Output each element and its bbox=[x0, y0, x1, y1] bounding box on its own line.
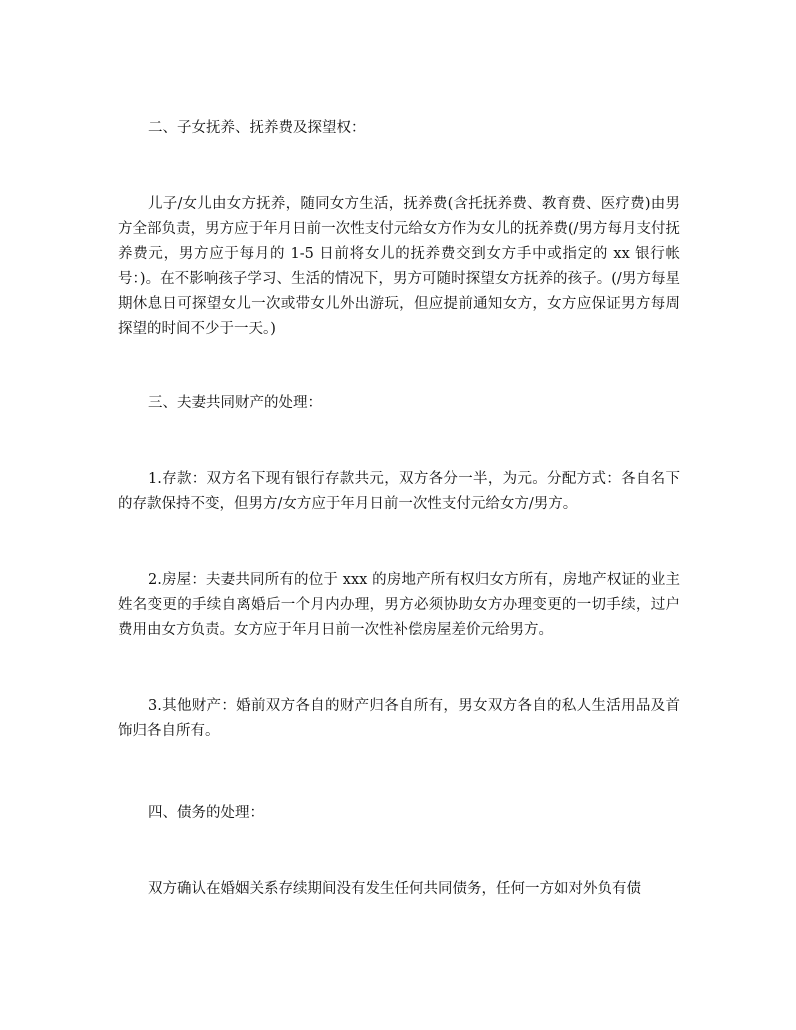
paragraph-other-property: 3.其他财产：婚前双方各自的财产归各自所有，男女双方各自的私人生活用品及首饰归各自所有。 bbox=[118, 698, 680, 739]
paragraph-savings: 1.存款：双方名下现有银行存款共元，双方各分一半，为元。分配方式：各自名下的存款保持不变，但男方/女方应于年月日前一次性支付元给女方/男方。 bbox=[118, 471, 680, 512]
section-heading-debts: 四、债务的处理： bbox=[148, 805, 264, 821]
section-heading-custody: 二、子女抚养、抚养费及探望权： bbox=[148, 120, 366, 136]
paragraph-house: 2.房屋：夫妻共同所有的位于 xxx 的房地产所有权归女方所有，房地产权证的业主姓名变更的手续自离婚后一个月内办理，男方必须协助女方办理变更的一切手续，过户费用由女方负责。女方应于年月日前一次性补偿房屋差价元给男方。 bbox=[118, 572, 680, 638]
paragraph-custody: 儿子/女儿由女方抚养，随同女方生活，抚养费(含托抚养费、教育费、医疗费)由男方全部负责，男方应于年月日前一次性支付元给女方作为女儿的抚养费(/男方每月支付抚养费元，男方应于每月的 1-5 日前将女儿的抚养费交到女方手中或指定的 xx 银行帐号：)。在不影响孩子学习、生活的情况下，男方可随时探望女方抚养的孩子。(/男方每星期休息日可探望女儿一次或带女儿外出游玩，但应提前通知女方，女方应保证男方每周探望的时间不少于一天。) bbox=[118, 196, 680, 337]
section-heading-property: 三、夫妻共同财产的处理： bbox=[148, 395, 322, 411]
paragraph-debts: 双方确认在婚姻关系存续期间没有发生任何共同债务，任何一方如对外负有债 bbox=[148, 881, 641, 897]
